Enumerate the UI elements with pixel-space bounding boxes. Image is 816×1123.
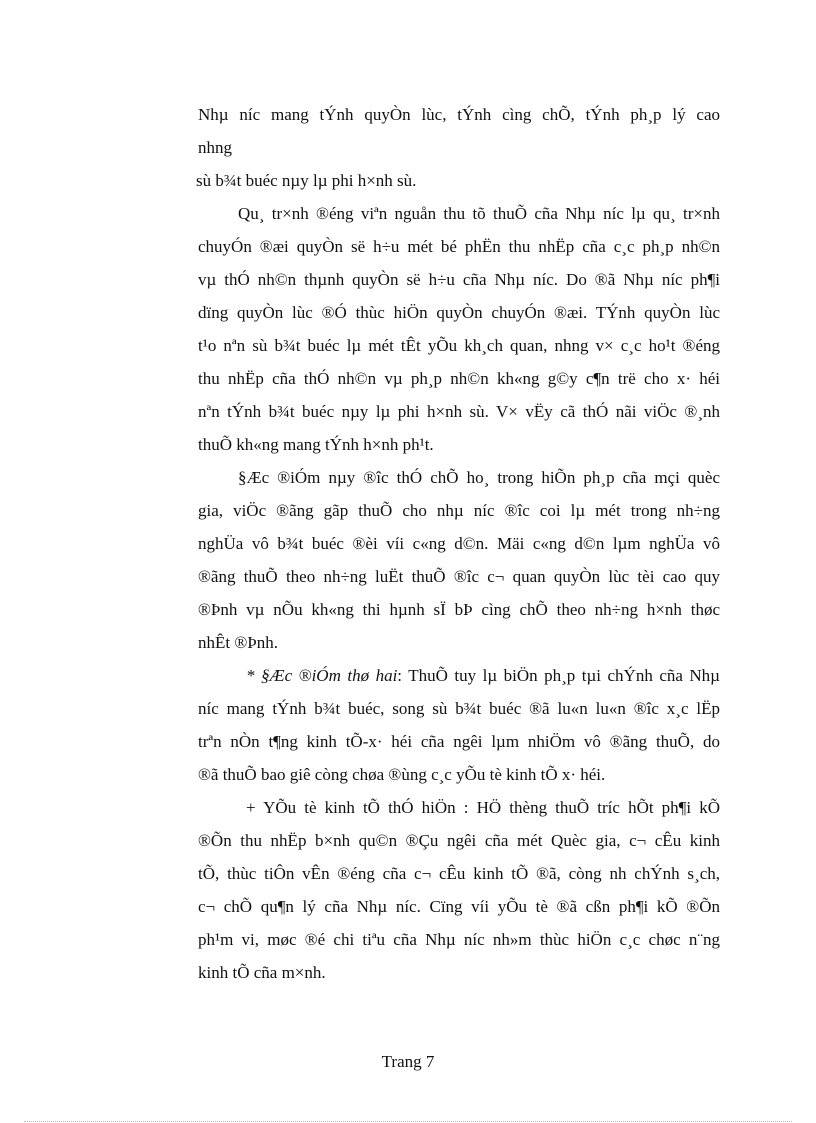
- text-line: ph¹m vi, møc ®é chi tiªu cña Nhµ níc nh»m thùc hiÖn c¸c chøc n¨ng: [198, 930, 720, 949]
- text-line: + YÕu tè kinh tÕ thÓ hiÖn : HÖ thèng thuÕ tríc hÕt ph¶i kÕ: [246, 798, 720, 817]
- text-line: thuÕ kh«ng mang tÝnh h×nh ph¹t.: [198, 435, 434, 454]
- paragraph: [198, 461, 720, 659]
- text-line: dïng quyÒn lùc ®Ó thùc hiÖn quyÒn chuyÓn ®æi. TÝnh quyÒn lùc: [198, 303, 720, 322]
- page-bottom-border: [24, 1121, 792, 1122]
- text-line: nhÊt ®Þnh.: [198, 633, 278, 652]
- text-line: nhng: [198, 138, 232, 157]
- text-line: vµ thÓ nh©n thµnh quyÒn së h÷u cña Nhµ níc. Do ®ã Nhµ níc ph¶i: [198, 270, 720, 289]
- text-line: ®ã thuÕ bao giê còng chøa ®ùng c¸c yÕu tè kinh tÕ x· héi.: [198, 765, 606, 784]
- text-line: [198, 659, 720, 692]
- text-line: níc mang tÝnh b¾t buéc, song sù b¾t buéc ®ã lu«n lu«n ®îc x¸c lËp: [198, 699, 720, 718]
- text-line: sù b¾t buéc nµy lµ phi h×nh sù.: [196, 171, 417, 190]
- paragraph: [198, 98, 720, 197]
- text-line: ®ãng thuÕ theo nh÷ng luËt thuÕ ®îc c¬ quan quyÒn lùc tèi cao quy: [198, 567, 720, 586]
- page-footer: [0, 1050, 816, 1074]
- text-line: Nhµ níc mang tÝnh quyÒn lùc, tÝnh cìng chÕ, tÝnh ph¸p lý cao: [198, 105, 720, 124]
- text-line: thu nhËp cña thÓ nh©n vµ ph¸p nh©n kh«ng g©y c¶n trë cho x· héi: [198, 369, 720, 388]
- text-line: tÕ, thùc tiÔn vÊn ®éng cña c¬ cÊu kinh tÕ ®ã, còng nh chÝnh s¸ch,: [198, 864, 720, 883]
- text-line: chuyÓn ®æi quyÒn së h÷u mét bé phËn thu nhËp cña c¸c ph¸p nh©n: [198, 237, 720, 256]
- paragraph: [198, 791, 720, 989]
- page-number: Trang 7: [381, 1052, 435, 1071]
- text-line: ®Þnh vµ nÕu kh«ng thi hµnh sÏ bÞ cìng chÕ theo nh÷ng h×nh thøc: [198, 600, 720, 619]
- text-line: trªn nÒn t¶ng kinh tÕ-x· héi cña ngêi lµm nhiÖm vô ®ãng thuÕ, do: [198, 732, 720, 751]
- text-line: Qu¸ tr×nh ®éng viªn nguån thu tõ thuÕ cña Nhµ níc lµ qu¸ tr×nh: [238, 204, 720, 223]
- emphasis-lead: * §Æc ®iÓm thø hai: [246, 666, 398, 685]
- text-line: gia, viÖc ®ãng gãp thuÕ cho nhµ níc ®îc coi lµ mét trong nh÷ng: [198, 501, 720, 520]
- text-line: §Æc ®iÓm nµy ®îc thÓ chÕ ho¸ trong hiÕn ph¸p cña mçi quèc: [238, 468, 720, 487]
- text-line: nªn tÝnh b¾t buéc nµy lµ phi h×nh sù. V× vËy cã thÓ nãi viÖc ®¸nh: [198, 402, 720, 421]
- text-line: nghÜa vô b¾t buéc ®èi víi c«ng d©n. Mäi c«ng d©n lµm nghÜa vô: [198, 534, 720, 553]
- paragraph: [198, 659, 720, 791]
- text-run: : ThuÕ tuy lµ biÖn ph¸p tµi chÝnh cña Nhµ: [397, 666, 720, 685]
- text-line: ®Õn thu nhËp b×nh qu©n ®Çu ngêi cña mét Quèc gia, c¬ cÊu kinh: [198, 831, 720, 850]
- text-line: kinh tÕ cña m×nh.: [198, 963, 326, 982]
- paragraph: [198, 197, 720, 461]
- text-line: c¬ chÕ qu¶n lý cña Nhµ níc. Cïng víi yÕu tè ®ã cßn ph¶i kÕ ®Õn: [198, 897, 720, 916]
- document-body: [198, 98, 720, 989]
- text-line: t¹o nªn sù b¾t buéc lµ mét tÊt yÕu kh¸ch quan, nhng v× c¸c ho¹t ®éng: [198, 336, 720, 355]
